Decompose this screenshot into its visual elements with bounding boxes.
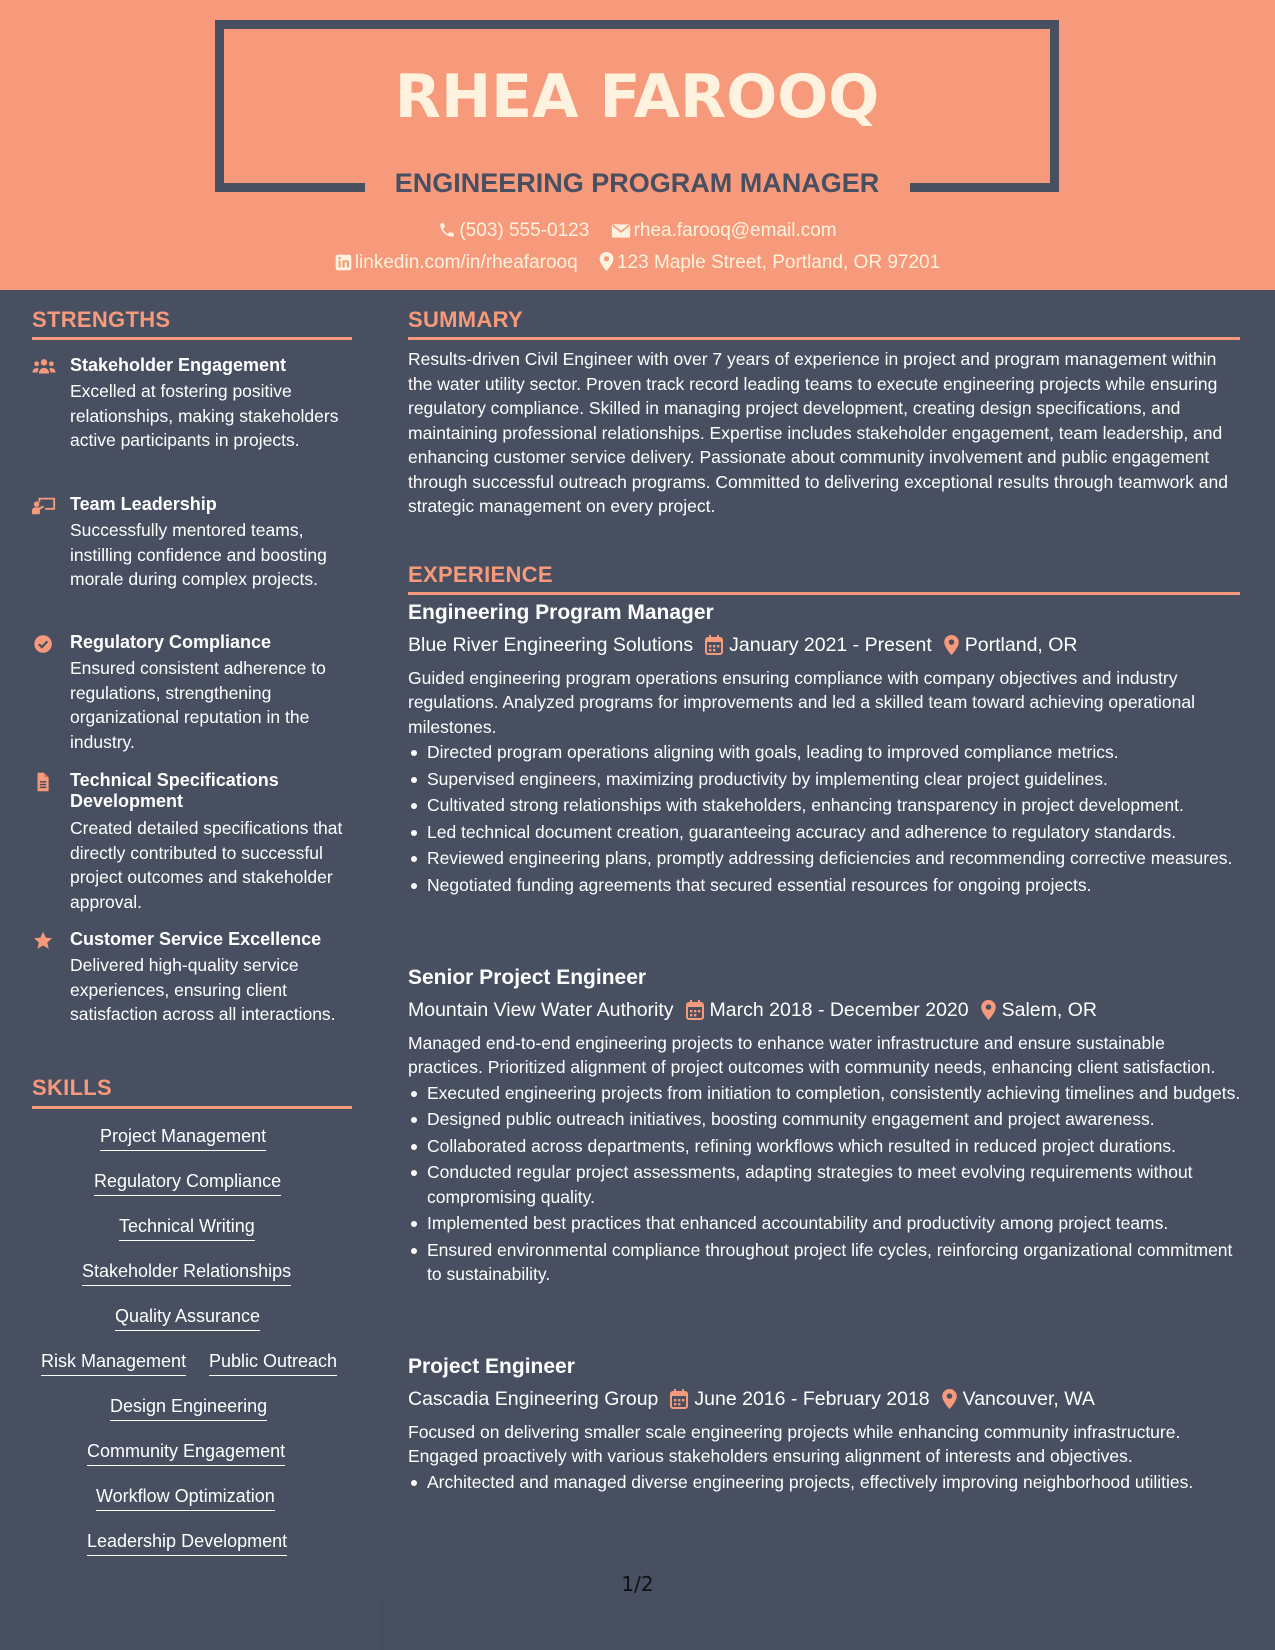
strength-title: Regulatory Compliance (70, 632, 272, 652)
job-bullets (408, 1470, 1243, 1495)
summary-heading: SUMMARY (408, 307, 523, 332)
job-location: Portland, OR (964, 633, 1078, 656)
job-description: Guided engineering program operations ensuring compliance with company objectives and industry regulations. Analyzed programs for improvements and led a skilled team toward achieving operational milestones. (408, 667, 1195, 737)
contact-row-1 (0, 220, 1275, 242)
job-description: Managed end-to-end engineering projects to enhance water infrastructure and ensure sustainable practices. Prioritized alignment of project outcomes with community needs, enhancing client satisfaction. (408, 1032, 1216, 1078)
calendar-icon (705, 635, 723, 655)
strengths-heading: STRENGTHS (32, 307, 171, 332)
job-bullet: Executed engineering projects from initiation to completion, consistently achieving timelines and budgets. (408, 1081, 1243, 1106)
job-bullet: Conducted regular project assessments, adapting strategies to meet evolving requirements without compromising quality. (408, 1160, 1243, 1209)
star-icon (32, 931, 56, 951)
job-title: Project Engineer (408, 1355, 575, 1378)
job-location: Vancouver, WA (962, 1387, 1095, 1410)
skills-heading: SKILLS (32, 1075, 113, 1100)
job-bullet: Reviewed engineering plans, promptly addressing deficiencies and recommending corrective measures. (408, 846, 1243, 871)
contact-row-2 (0, 252, 1275, 274)
job-bullets (408, 740, 1243, 897)
linkedin-icon (335, 254, 352, 271)
job-bullet: Ensured environmental compliance throughout project life cycles, reinforcing organizational commitment to sustainability. (408, 1238, 1243, 1287)
job-title: Engineering Program Manager (408, 601, 714, 624)
check-circle-icon (32, 634, 56, 654)
phone-icon (438, 221, 456, 239)
envelope-icon (611, 223, 631, 239)
job-meta (408, 996, 1243, 1023)
job-title: Senior Project Engineer (408, 966, 647, 989)
job-meta (408, 1385, 1243, 1412)
job-bullet: Supervised engineers, maximizing productivity by implementing clear project guidelines. (408, 767, 1243, 792)
job-description: Focused on delivering smaller scale engineering projects while enhancing community infrastructure. Engaged proactively with various stakeholders ensuring alignment of interests and objectives. (408, 1421, 1181, 1467)
summary-rule (408, 337, 1240, 340)
skill-tag: Workflow Optimization (96, 1486, 275, 1511)
job-dates: March 2018 - December 2020 (709, 998, 969, 1021)
strength-desc: Excelled at fostering positive relationships, making stakeholders active participants in projects. (70, 381, 339, 450)
job-bullet: Architected and managed diverse engineering projects, effectively improving neighborhood utilities. (408, 1470, 1243, 1495)
linkedin-text: linkedin.com/in/rheafarooq (354, 252, 578, 273)
skills-rule (32, 1106, 352, 1109)
map-pin-icon (942, 1389, 957, 1409)
strength-desc: Successfully mentored teams, instilling confidence and boosting morale during complex projects. (70, 520, 327, 589)
phone-text: (503) 555-0123 (459, 220, 590, 241)
skill-tag: Regulatory Compliance (94, 1171, 281, 1196)
skill-tag: Stakeholder Relationships (82, 1261, 291, 1286)
experience-entry (408, 1354, 1243, 1496)
map-pin-icon (981, 1000, 996, 1020)
summary-text: Results-driven Civil Engineer with over 7 years of experience in project and program management within the water utility sector. Proven track record leading teams to execute engineering projects while ensuring regulatory compliance. Skilled in managing project development, creating design specifications, and maintaining professional relationships. Expertise includes stakeholder engagement, team leadership, and enhancing customer service delivery. Passionate about community involvement and public engagement through successful outreach programs. Committed to delivering exceptional results through teamwork and strategic management on every project. (408, 349, 1228, 516)
candidate-title: ENGINEERING PROGRAM MANAGER (394, 168, 880, 198)
strength-title: Customer Service Excellence (70, 929, 322, 949)
skill-tag: Community Engagement (87, 1441, 285, 1466)
job-dates: January 2021 - Present (729, 633, 932, 656)
experience-entry (408, 600, 1243, 899)
skill-tag: Project Management (100, 1126, 266, 1151)
strength-desc: Created detailed specifications that directly contributed to successful project outcomes and stakeholder approval. (70, 818, 343, 912)
resume-header (0, 0, 1275, 290)
job-company: Cascadia Engineering Group (408, 1387, 659, 1410)
job-company: Mountain View Water Authority (408, 998, 674, 1021)
skill-tag: Risk Management (41, 1351, 186, 1376)
strength-desc: Ensured consistent adherence to regulations, strengthening organizational reputation in the industry. (70, 658, 326, 752)
job-location: Salem, OR (1001, 998, 1097, 1021)
strength-title: Technical Specifications Development (70, 770, 279, 811)
job-meta (408, 631, 1243, 658)
job-bullet: Negotiated funding agreements that secured essential resources for ongoing projects. (408, 873, 1243, 898)
file-icon (32, 772, 56, 792)
page-number: 1/2 (621, 1572, 654, 1596)
address-text: 123 Maple Street, Portland, OR 97201 (616, 252, 941, 273)
map-pin-icon (599, 252, 614, 271)
job-bullet: Cultivated strong relationships with stakeholders, enhancing transparency in project development. (408, 793, 1243, 818)
contact-address (599, 252, 940, 274)
strength-title: Team Leadership (70, 494, 217, 514)
calendar-icon (670, 1389, 688, 1409)
users-icon (32, 357, 56, 377)
contact-linkedin (335, 252, 578, 274)
experience-heading: EXPERIENCE (408, 562, 553, 587)
job-bullet: Directed program operations aligning with goals, leading to improved compliance metrics. (408, 740, 1243, 765)
email-text: rhea.farooq@email.com (633, 220, 837, 241)
job-dates: June 2016 - February 2018 (694, 1387, 930, 1410)
contact-phone (438, 220, 589, 242)
skill-tag: Quality Assurance (115, 1306, 260, 1331)
calendar-icon (686, 1000, 704, 1020)
skill-tag: Design Engineering (110, 1396, 267, 1421)
job-bullet: Implemented best practices that enhanced accountability and productivity among project teams. (408, 1211, 1243, 1236)
job-company: Blue River Engineering Solutions (408, 633, 694, 656)
column-divider (382, 1600, 383, 1650)
skill-tag: Public Outreach (209, 1351, 337, 1376)
job-bullet: Collaborated across departments, refining workflows which resulted in reduced project durations. (408, 1134, 1243, 1159)
skill-tag: Technical Writing (119, 1216, 255, 1241)
job-bullet: Designed public outreach initiatives, boosting community engagement and project awareness. (408, 1107, 1243, 1132)
strength-title: Stakeholder Engagement (70, 355, 287, 375)
chalkboard-teacher-icon (32, 496, 56, 516)
experience-entry (408, 965, 1243, 1289)
candidate-name: RHEA FAROOQ (394, 62, 880, 132)
experience-rule (408, 592, 1240, 595)
job-bullet: Led technical document creation, guaranteeing accuracy and adherence to regulatory standards. (408, 820, 1243, 845)
skill-tag: Leadership Development (87, 1531, 287, 1556)
strengths-rule (32, 337, 352, 340)
map-pin-icon (944, 635, 959, 655)
contact-email (611, 220, 837, 242)
job-bullets (408, 1081, 1243, 1287)
strength-desc: Delivered high-quality service experiences, ensuring client satisfaction across all interactions. (70, 955, 336, 1024)
